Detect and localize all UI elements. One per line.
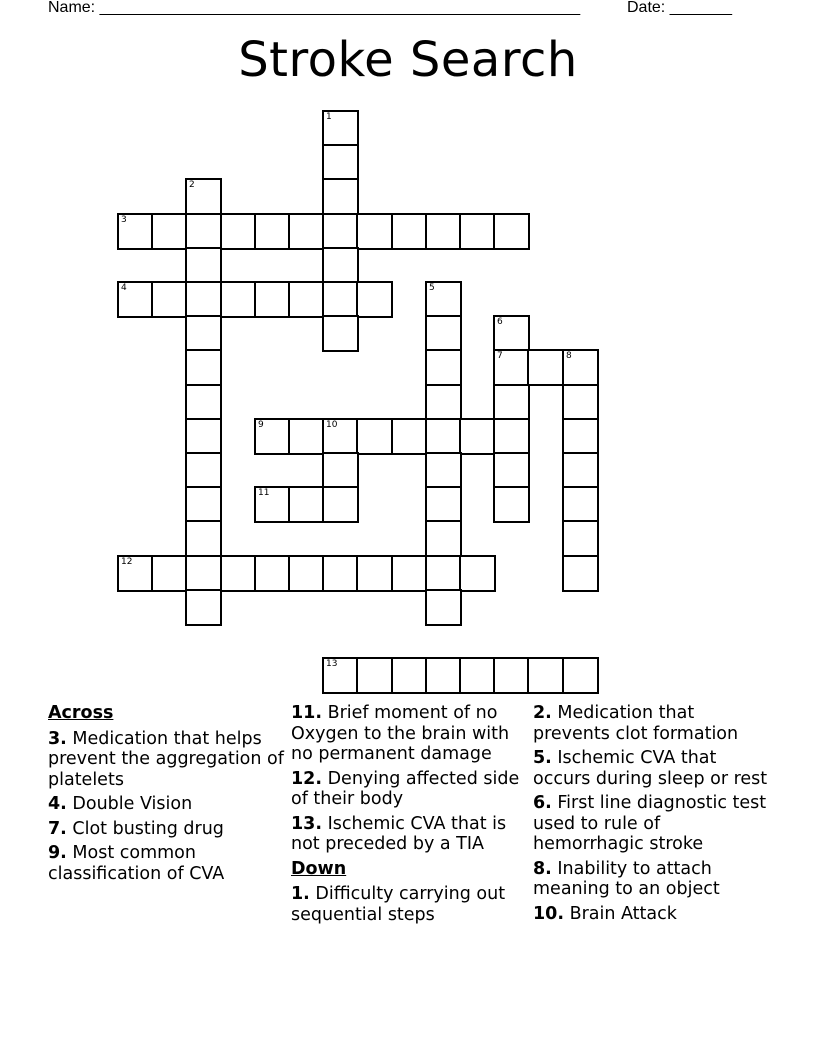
grid-cell[interactable] [151,213,188,250]
grid-cell[interactable] [356,281,393,318]
clue-number: 1. [291,884,310,904]
clue-across-4 [48,794,284,815]
grid-cell[interactable] [288,418,325,455]
clue-across-9 [48,843,284,884]
clue-text: Medication that prevents clot formation [533,703,739,744]
clue-number: 7. [48,818,67,839]
grid-cell[interactable] [254,281,291,318]
clue-number: 12. [291,768,323,789]
clue-down-6 [533,793,769,855]
grid-cell[interactable] [493,349,530,386]
cell-number: 4 [121,283,127,293]
grid-cell[interactable] [356,213,393,250]
grid-cell[interactable] [562,418,599,455]
cell-number: 13 [326,659,338,669]
grid-cell[interactable] [151,281,188,318]
grid-cell[interactable] [322,418,359,455]
grid-cell[interactable] [459,555,496,592]
grid-cell[interactable] [254,213,291,250]
grid-cell[interactable] [459,657,496,694]
grid-cell[interactable] [185,520,222,557]
grid-cell[interactable] [322,281,359,318]
grid-cell[interactable] [185,452,222,489]
grid-cell[interactable] [185,555,222,592]
clue-text: Most common classification of CVA [48,843,225,884]
date-field-label: Date: _______ [627,0,732,16]
grid-cell[interactable] [322,178,359,215]
clue-number: 6. [533,793,552,813]
grid-cell[interactable] [562,486,599,523]
clue-number: 10. [533,903,565,924]
cell-number: 3 [121,215,127,225]
cell-number: 10 [326,420,338,430]
clue-text: Ischemic CVA that is not preceded by a TIA [291,813,507,854]
clue-down-10 [533,904,769,925]
clue-number: 9. [48,843,67,863]
grid-cell[interactable] [185,384,222,421]
grid-cell[interactable] [391,418,428,455]
grid-cell[interactable] [288,213,325,250]
grid-cell[interactable] [220,281,257,318]
clue-text: Brief moment of no Oxygen to the brain with no permanent damage [291,703,510,764]
cell-number: 12 [121,557,133,567]
clue-across-7 [48,819,284,840]
name-field-label: Name: ______________________________________________________ [48,0,581,16]
grid-cell[interactable] [220,555,257,592]
clue-column-3 [533,703,769,928]
clue-text: Double Vision [66,794,193,814]
grid-cell[interactable] [425,452,462,489]
clue-number: 3. [48,728,67,749]
grid-cell[interactable] [322,247,359,284]
clue-text: Medication that helps prevent the aggregation of platelets [48,728,284,790]
grid-cell[interactable] [322,110,359,147]
clue-across-11 [291,703,527,765]
grid-cell[interactable] [493,384,530,421]
grid-cell[interactable] [288,555,325,592]
grid-cell[interactable] [185,589,222,626]
grid-cell[interactable] [117,555,154,592]
grid-cell[interactable] [562,520,599,557]
cell-number: 7 [497,351,503,361]
grid-cell[interactable] [527,657,564,694]
grid-cell[interactable] [493,418,530,455]
grid-cell[interactable] [391,555,428,592]
grid-cell[interactable] [562,555,599,592]
grid-cell[interactable] [493,657,530,694]
grid-cell[interactable] [117,281,154,318]
cell-number: 6 [497,317,503,327]
clue-down-8 [533,859,769,900]
cell-number: 1 [326,112,332,122]
clue-down-5 [533,748,769,789]
cell-number: 11 [258,488,270,498]
clue-number: 2. [533,703,552,723]
grid-cell[interactable] [288,486,325,523]
grid-cell[interactable] [425,486,462,523]
grid-cell[interactable] [459,418,496,455]
clue-text: Clot busting drug [66,818,224,839]
clue-column-2 [291,703,527,929]
cell-number: 9 [258,420,264,430]
grid-cell[interactable] [425,349,462,386]
grid-cell[interactable] [391,657,428,694]
grid-cell[interactable] [493,486,530,523]
clue-text: First line diagnostic test used to rule of hemorrhagic stroke [533,793,767,854]
grid-cell[interactable] [322,213,359,250]
grid-cell[interactable] [493,452,530,489]
grid-cell[interactable] [493,315,530,352]
clue-text: Ischemic CVA that occurs during sleep or rest [533,748,768,789]
page-title: Stroke Search [238,32,578,88]
grid-cell[interactable] [425,589,462,626]
grid-cell[interactable] [322,486,359,523]
grid-cell[interactable] [425,520,462,557]
clue-number: 11. [291,703,323,723]
grid-cell[interactable] [562,657,599,694]
grid-cell[interactable] [322,555,359,592]
clue-across-3 [48,729,284,791]
grid-cell[interactable] [185,213,222,250]
grid-cell[interactable] [151,555,188,592]
grid-cell[interactable] [254,486,291,523]
down-heading: Down [291,858,347,879]
grid-cell[interactable] [185,178,222,215]
clue-number: 8. [533,858,552,879]
grid-cell[interactable] [185,281,222,318]
grid-cell[interactable] [185,418,222,455]
grid-cell[interactable] [425,555,462,592]
clue-across-13 [291,814,527,855]
grid-cell[interactable] [425,315,462,352]
grid-cell[interactable] [254,418,291,455]
grid-cell[interactable] [322,144,359,181]
grid-cell[interactable] [254,555,291,592]
cell-number: 5 [429,283,435,293]
grid-cell[interactable] [562,384,599,421]
clue-number: 13. [291,813,323,834]
grid-cell[interactable] [425,384,462,421]
grid-cell[interactable] [356,657,393,694]
grid-cell[interactable] [356,555,393,592]
grid-cell[interactable] [117,213,154,250]
grid-cell[interactable] [562,349,599,386]
grid-cell[interactable] [459,213,496,250]
grid-cell[interactable] [220,213,257,250]
grid-cell[interactable] [185,315,222,352]
across-heading: Across [48,703,114,723]
clue-number: 4. [48,794,67,814]
clue-down-2 [533,703,769,744]
grid-cell[interactable] [322,315,359,352]
grid-cell[interactable] [527,349,564,386]
cell-number: 8 [566,351,572,361]
grid-cell[interactable] [322,452,359,489]
grid-cell[interactable] [493,213,530,250]
clue-text: Brain Attack [564,903,677,924]
grid-cell[interactable] [185,247,222,284]
grid-cell[interactable] [391,213,428,250]
clue-column-1 [48,703,284,888]
clue-text: Inability to attach meaning to an object [533,858,720,899]
cell-number: 2 [189,180,195,190]
grid-cell[interactable] [425,281,462,318]
grid-cell[interactable] [425,213,462,250]
clue-number: 5. [533,748,552,768]
grid-cell[interactable] [288,281,325,318]
grid-cell[interactable] [322,657,359,694]
clue-across-12 [291,769,527,810]
clue-down-1 [291,884,527,925]
clue-text: Difficulty carrying out sequential steps [291,884,506,925]
grid-cell[interactable] [185,349,222,386]
grid-cell[interactable] [562,452,599,489]
grid-cell[interactable] [425,418,462,455]
clue-text: Denying affected side of their body [291,768,520,809]
grid-cell[interactable] [425,657,462,694]
grid-cell[interactable] [185,486,222,523]
grid-cell[interactable] [356,418,393,455]
